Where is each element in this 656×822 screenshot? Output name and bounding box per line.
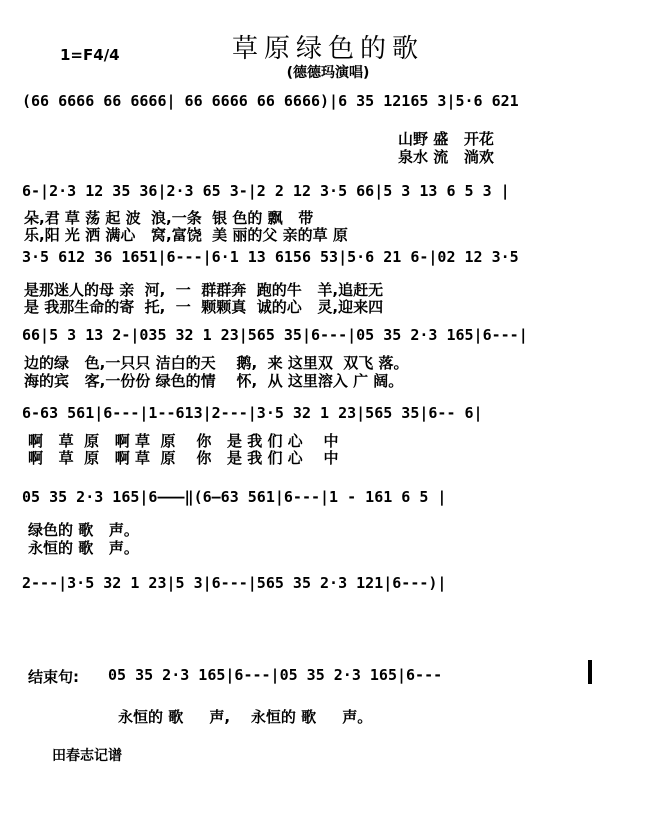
lyrics-line-5b: 啊 草 原 啊 草 原 你 是 我 们 心 中 — [28, 449, 339, 467]
lyrics-line-2a: 朵,君 草 荡 起 波 浪,一条 银 色的 飘 带 — [24, 209, 314, 227]
transcriber-credit: 田春志记谱 — [52, 748, 122, 764]
notation-line-6: 05 35 2·3 165|6———‖(6—63 561|6---|1 - 161 6 5 | — [22, 488, 447, 506]
lyrics-line-2b: 乐,阳 光 洒 满心 窝,富饶 美 丽的父 亲的草 原 — [24, 226, 348, 244]
ending-label: 结束句: — [28, 668, 79, 686]
lyrics-line-5a: 啊 草 原 啊 草 原 你 是 我 们 心 中 — [28, 432, 339, 450]
performer-subtitle: (德德玛演唱) — [286, 65, 370, 81]
ending-lyrics: 永恒的 歌 声, 永恒的 歌 声。 — [118, 708, 373, 726]
lyrics-line-3b: 是 我那生命的寄 托, 一 颗颗真 诚的心 灵,迎来四 — [24, 298, 384, 316]
lyrics-line-6b: 永恒的 歌 声。 — [28, 539, 139, 557]
lyrics-line-4a: 边的绿 色,一只只 洁白的天 鹅, 来 这里双 双飞 落。 — [24, 354, 409, 372]
notation-line-2: 6-|2·3 12 35 36|2·3 65 3-|2 2 12 3·5 66|5 3 13 6 5 3 | — [22, 182, 510, 200]
lyrics-line-1a: 山野 盛 开花 — [398, 130, 494, 148]
notation-line-7: 2---|3·5 32 1 23|5 3|6---|565 35 2·3 121|6---)| — [22, 574, 447, 592]
lyrics-line-1b: 泉水 流 淌欢 — [398, 148, 494, 166]
lyrics-line-4b: 海的宾 客,一份份 绿色的情 怀, 从 这里溶入 广 阔。 — [24, 372, 404, 390]
lyrics-line-6a: 绿色的 歌 声。 — [28, 521, 139, 539]
key-signature: 1=F4/4 — [60, 46, 120, 64]
notation-line-1: (66 6666 66 6666| 66 6666 66 6666)|6 35 12165 3|5·6 621 — [22, 92, 519, 110]
notation-line-3: 3·5 612 36 1651|6---|6·1 13 6156 53|5·6 21 6-|02 12 3·5 — [22, 248, 519, 266]
notation-line-5: 6-63 561|6---|1--613|2---|3·5 32 1 23|565 35|6-- 6| — [22, 404, 483, 422]
lyrics-line-3a: 是那迷人的母 亲 河, 一 群群奔 跑的牛 羊,追赶无 — [24, 281, 384, 299]
notation-line-4: 66|5 3 13 2-|035 32 1 23|565 35|6---|05 35 2·3 165|6---| — [22, 326, 528, 344]
song-title: 草原绿色的歌 — [231, 34, 424, 64]
final-barline — [588, 660, 592, 684]
ending-notation: 05 35 2·3 165|6---|05 35 2·3 165|6--- — [108, 666, 443, 684]
